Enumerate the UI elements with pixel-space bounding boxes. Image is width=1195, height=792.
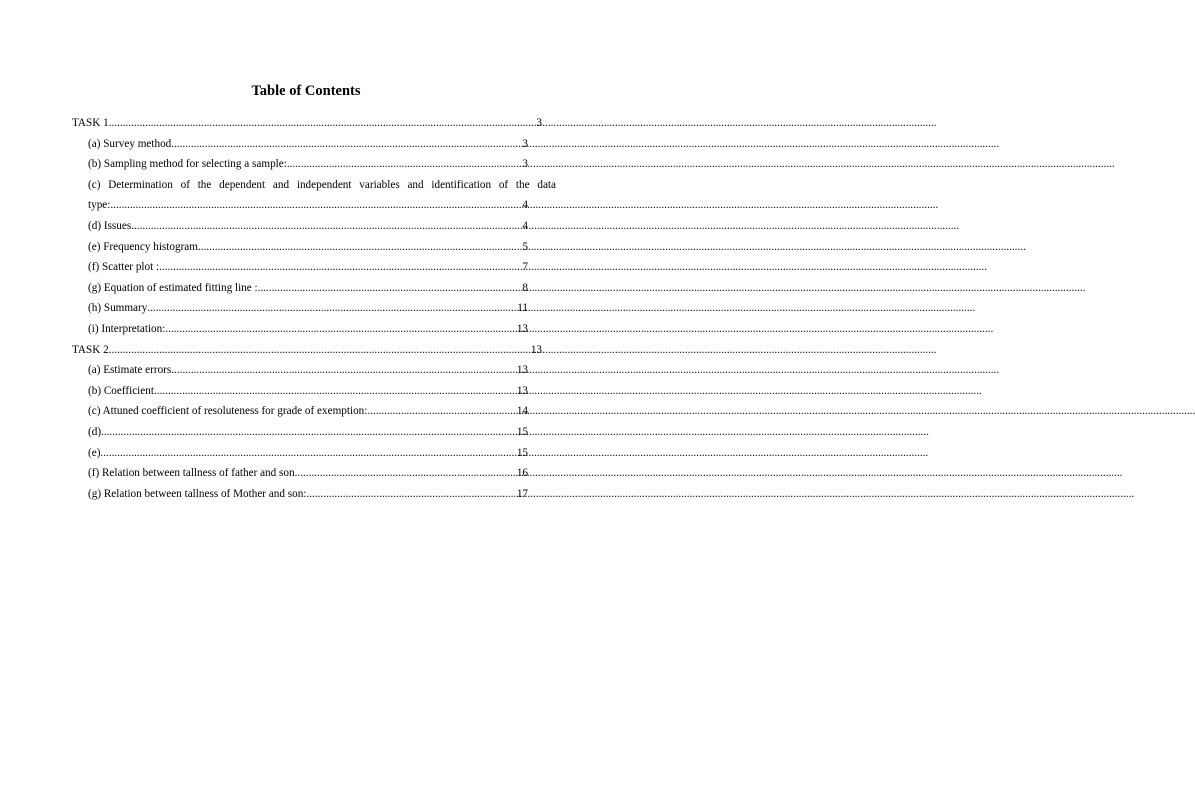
toc-entry-page: 14 [516,405,528,418]
toc-entry-1b[interactable] [72,154,540,175]
toc-entry-label: (h) Summary [88,302,148,315]
toc-list [72,113,556,504]
toc-entry-2b[interactable] [72,381,540,402]
toc-entry-1f[interactable] [72,257,540,278]
toc-entry-1a[interactable] [72,134,540,155]
toc-entry-page: 17 [516,487,528,500]
dot-leader [110,195,522,216]
toc-entry-2f[interactable] [72,463,540,484]
toc-entry-page: 7 [522,261,528,274]
toc-entry-page: 8 [522,281,528,294]
toc-entry-label: (e) Frequency histogram [88,240,198,253]
toc-entry-label: (g) Equation of estimated fitting line : [88,281,258,294]
dot-leader [198,237,522,258]
toc-entry-label: (a) Survey method [88,137,172,150]
toc-entry-label: (d) Issues [88,219,132,232]
dot-leader [287,154,523,175]
dot-leader [171,134,522,155]
dot-leader [101,422,517,443]
toc-entry-1d[interactable] [72,216,540,237]
toc-entry-label: TASK 2 [72,343,109,356]
toc-entry-page: 16 [516,467,528,480]
toc-entry-page: 15 [516,425,528,438]
toc-entry-label: type: [88,199,111,212]
toc-entry-page: 3 [536,117,542,129]
toc-entry-label: TASK 1 [72,117,109,129]
toc-entry-page: 3 [522,137,528,150]
toc-entry-page: 4 [522,199,528,212]
toc-entry-page: 13 [530,343,542,356]
toc-entry-label: (a) Estimate errors [88,364,172,377]
toc-entry-task2[interactable] [72,340,540,361]
toc-entry-label-line1: (c) Determination of the dependent and independent variables and identification of the data [88,178,556,191]
toc-entry-1e[interactable] [72,237,540,258]
dot-leader [100,443,516,464]
dot-leader [159,257,522,278]
toc-entry-page: 5 [522,240,528,253]
toc-entry-label: (b) Coefficient [88,384,154,397]
toc-entry-page: 11 [517,302,528,315]
dot-leader [131,216,522,237]
dot-leader [306,484,516,505]
toc-entry-page: 4 [522,219,528,232]
toc-entry-page: 13 [516,364,528,377]
toc-entry-label: (i) Interpretation: [88,322,166,335]
toc-entry-label: (d) [88,425,102,438]
toc-entry-1i[interactable] [72,319,540,340]
toc-entry-2d[interactable] [72,422,540,443]
dot-leader [367,401,516,422]
toc-entry-label: (e) [88,446,101,459]
toc-entry-page: 15 [516,446,528,459]
toc-entry-label: (f) Relation between tallness of father and son [88,467,295,480]
toc-entry-2a[interactable] [72,360,540,381]
dot-leader [258,278,523,299]
toc-entry-2e[interactable] [72,443,540,464]
toc-entry-page: 13 [516,384,528,397]
dot-leader [109,113,537,134]
toc-title: Table of Contents [251,83,361,99]
toc-entry-page: 13 [516,322,528,335]
toc-entry-label: (f) Scatter plot : [88,261,160,274]
toc-entry-2c[interactable] [72,401,540,422]
dot-leader [109,340,531,361]
toc-entry-label: (c) Attuned coefficient of resoluteness for grade of exemption: [88,405,368,418]
toc-entry-task1[interactable] [72,113,540,134]
dot-leader [165,319,516,340]
dot-leader [147,298,517,319]
toc-entry-label: (g) Relation between tallness of Mother and son: [88,487,307,500]
toc-entry-1g[interactable] [72,278,540,299]
toc-entry-page: 3 [522,158,528,171]
toc-entry-1h[interactable] [72,298,540,319]
toc-entry-label: (b) Sampling method for selecting a sample: [88,158,287,171]
dot-leader [171,360,517,381]
dot-leader [295,463,517,484]
toc-entry-2g[interactable] [72,484,540,505]
dot-leader [154,381,517,402]
toc-entry-1c[interactable] [72,175,556,216]
